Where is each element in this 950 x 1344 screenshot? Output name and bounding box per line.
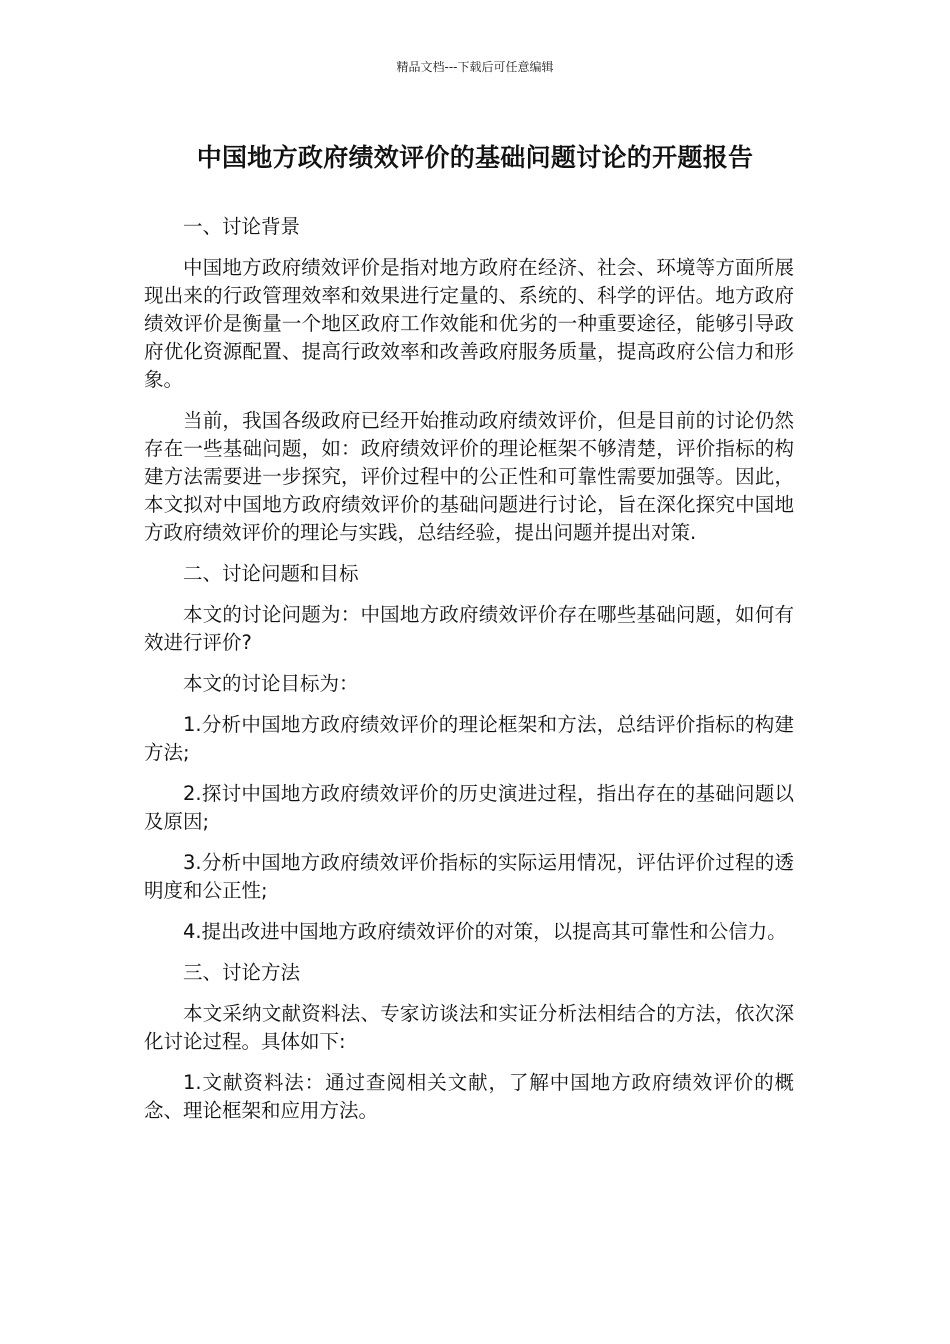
section-heading-methods: 三、讨论方法 [183,961,301,984]
goal-item-1: 1.分析中国地方政府绩效评价的理论框架和方法，总结评价指标的构建方法; [144,713,794,764]
goal-item-3: 3.分析中国地方政府绩效评价指标的实际运用情况，评估评价过程的透明度和公正性; [144,851,794,902]
document-title: 中国地方政府绩效评价的基础问题讨论的开题报告 [196,143,754,172]
section-heading-questions-goals: 二、讨论问题和目标 [183,562,359,585]
paragraph-background-1: 中国地方政府绩效评价是指对地方政府在经济、社会、环境等方面所展现出来的行政管理效率和效果进行定量的、系统的、科学的评估。地方政府绩效评价是衡量一个地区政府工作效能和优劣的一种重要途径，能够引导政府优化资源配置、提高行政效率和改善政府服务质量，提高政府公信力和形象。 [144,256,794,391]
section-heading-background: 一、讨论背景 [183,215,301,238]
goal-item-2: 2.探讨中国地方政府绩效评价的历史演进过程，指出存在的基础问题以及原因; [144,782,794,833]
goal-item-4: 4.提出改进中国地方政府绩效评价的对策，以提高其可靠性和公信力。 [183,920,787,943]
paragraph-methods-intro: 本文采纳文献资料法、专家访谈法和实证分析法相结合的方法，依次深化讨论过程。具体如下: [144,1002,794,1053]
method-item-1: 1.文献资料法：通过查阅相关文献，了解中国地方政府绩效评价的概念、理论框架和应用方法。 [144,1071,794,1122]
header-note: 精品文档---下载后可任意编辑 [396,60,554,74]
paragraph-goals-intro: 本文的讨论目标为： [183,672,359,695]
paragraph-research-question: 本文的讨论问题为：中国地方政府绩效评价存在哪些基础问题，如何有效进行评价? [144,603,794,654]
document-body [144,213,794,1138]
paragraph-background-2: 当前，我国各级政府已经开始推动政府绩效评价，但是目前的讨论仍然存在一些基础问题，如：政府绩效评价的理论框架不够清楚，评价指标的构建方法需要进一步探究，评价过程中的公正性和可靠性需要加强等。因此，本文拟对中国地方政府绩效评价的基础问题进行讨论，旨在深化探究中国地方政府绩效评价的理论与实践，总结经验，提出问题并提出对策. [144,409,794,544]
